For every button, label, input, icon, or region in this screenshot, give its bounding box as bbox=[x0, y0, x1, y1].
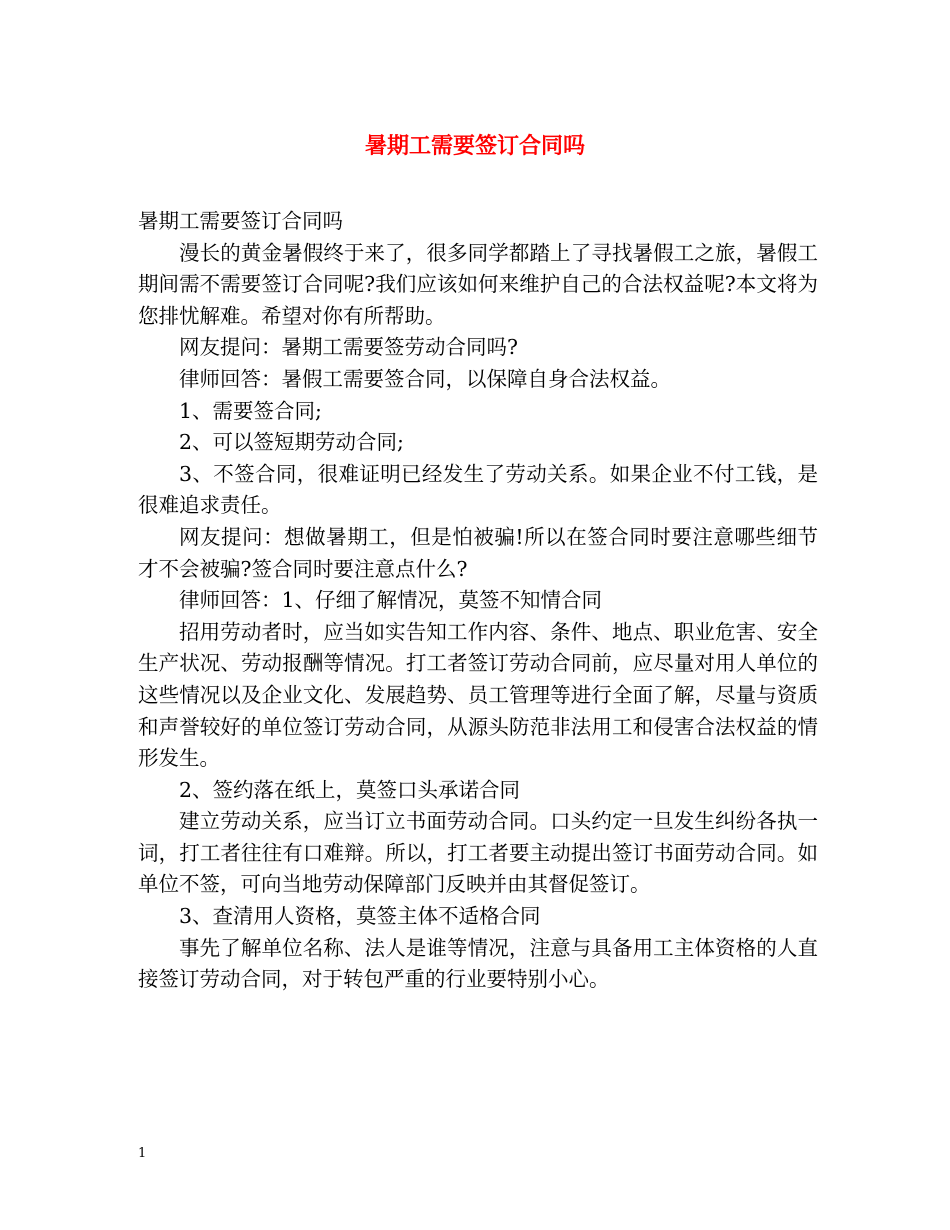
document-subtitle: 暑期工需要签订合同吗 bbox=[138, 209, 343, 233]
paragraph: 3、查清用人资格，莫签主体不适格合同 bbox=[179, 904, 541, 929]
paragraph: 网友提问：想做暑期工，但是怕被骗!所以在签合同时要注意哪些细节才不会被骗?签合同时要注意点什么? bbox=[138, 524, 818, 581]
page-title: 暑期工需要签订合同吗 bbox=[364, 133, 585, 159]
document-body bbox=[138, 206, 818, 996]
page-number: 1 bbox=[138, 1146, 147, 1161]
paragraph: 2、可以签短期劳动合同; bbox=[179, 430, 404, 455]
paragraph: 建立劳动关系，应当订立书面劳动合同。口头约定一旦发生纠纷各执一词，打工者往往有口难辩。所以，打工者要主动提出签订书面劳动合同。如单位不签，可向当地劳动保障部门反映并由其督促签订。 bbox=[138, 809, 818, 897]
paragraph: 律师回答：暑假工需要签合同，以保障自身合法权益。 bbox=[179, 366, 671, 391]
paragraph: 1、需要签合同; bbox=[179, 398, 322, 423]
paragraph: 招用劳动者时，应当如实告知工作内容、条件、地点、职业危害、安全生产状况、劳动报酬等情况。打工者签订劳动合同前，应尽量对用人单位的这些情况以及企业文化、发展趋势、员工管理等进行全面了解，尽量与资质和声誉较好的单位签订劳动合同，从源头防范非法用工和侵害合法权益的情形发生。 bbox=[138, 619, 818, 771]
paragraph: 律师回答：1、仔细了解情况，莫签不知情合同 bbox=[179, 588, 603, 613]
paragraph: 2、签约落在纸上，莫签口头承诺合同 bbox=[179, 777, 521, 802]
paragraph: 事先了解单位名称、法人是谁等情况，注意与具备用工主体资格的人直接签订劳动合同，对于转包严重的行业要特别小心。 bbox=[138, 935, 818, 992]
paragraph: 网友提问：暑期工需要签劳动合同吗? bbox=[179, 335, 518, 360]
paragraph: 3、不签合同，很难证明已经发生了劳动关系。如果企业不付工钱，是很难追求责任。 bbox=[138, 461, 818, 518]
paragraph: 漫长的黄金暑假终于来了，很多同学都踏上了寻找暑假工之旅，暑假工期间需不需要签订合同呢?我们应该如何来维护自己的合法权益呢?本文将为您排忧解难。希望对你有所帮助。 bbox=[138, 240, 818, 328]
